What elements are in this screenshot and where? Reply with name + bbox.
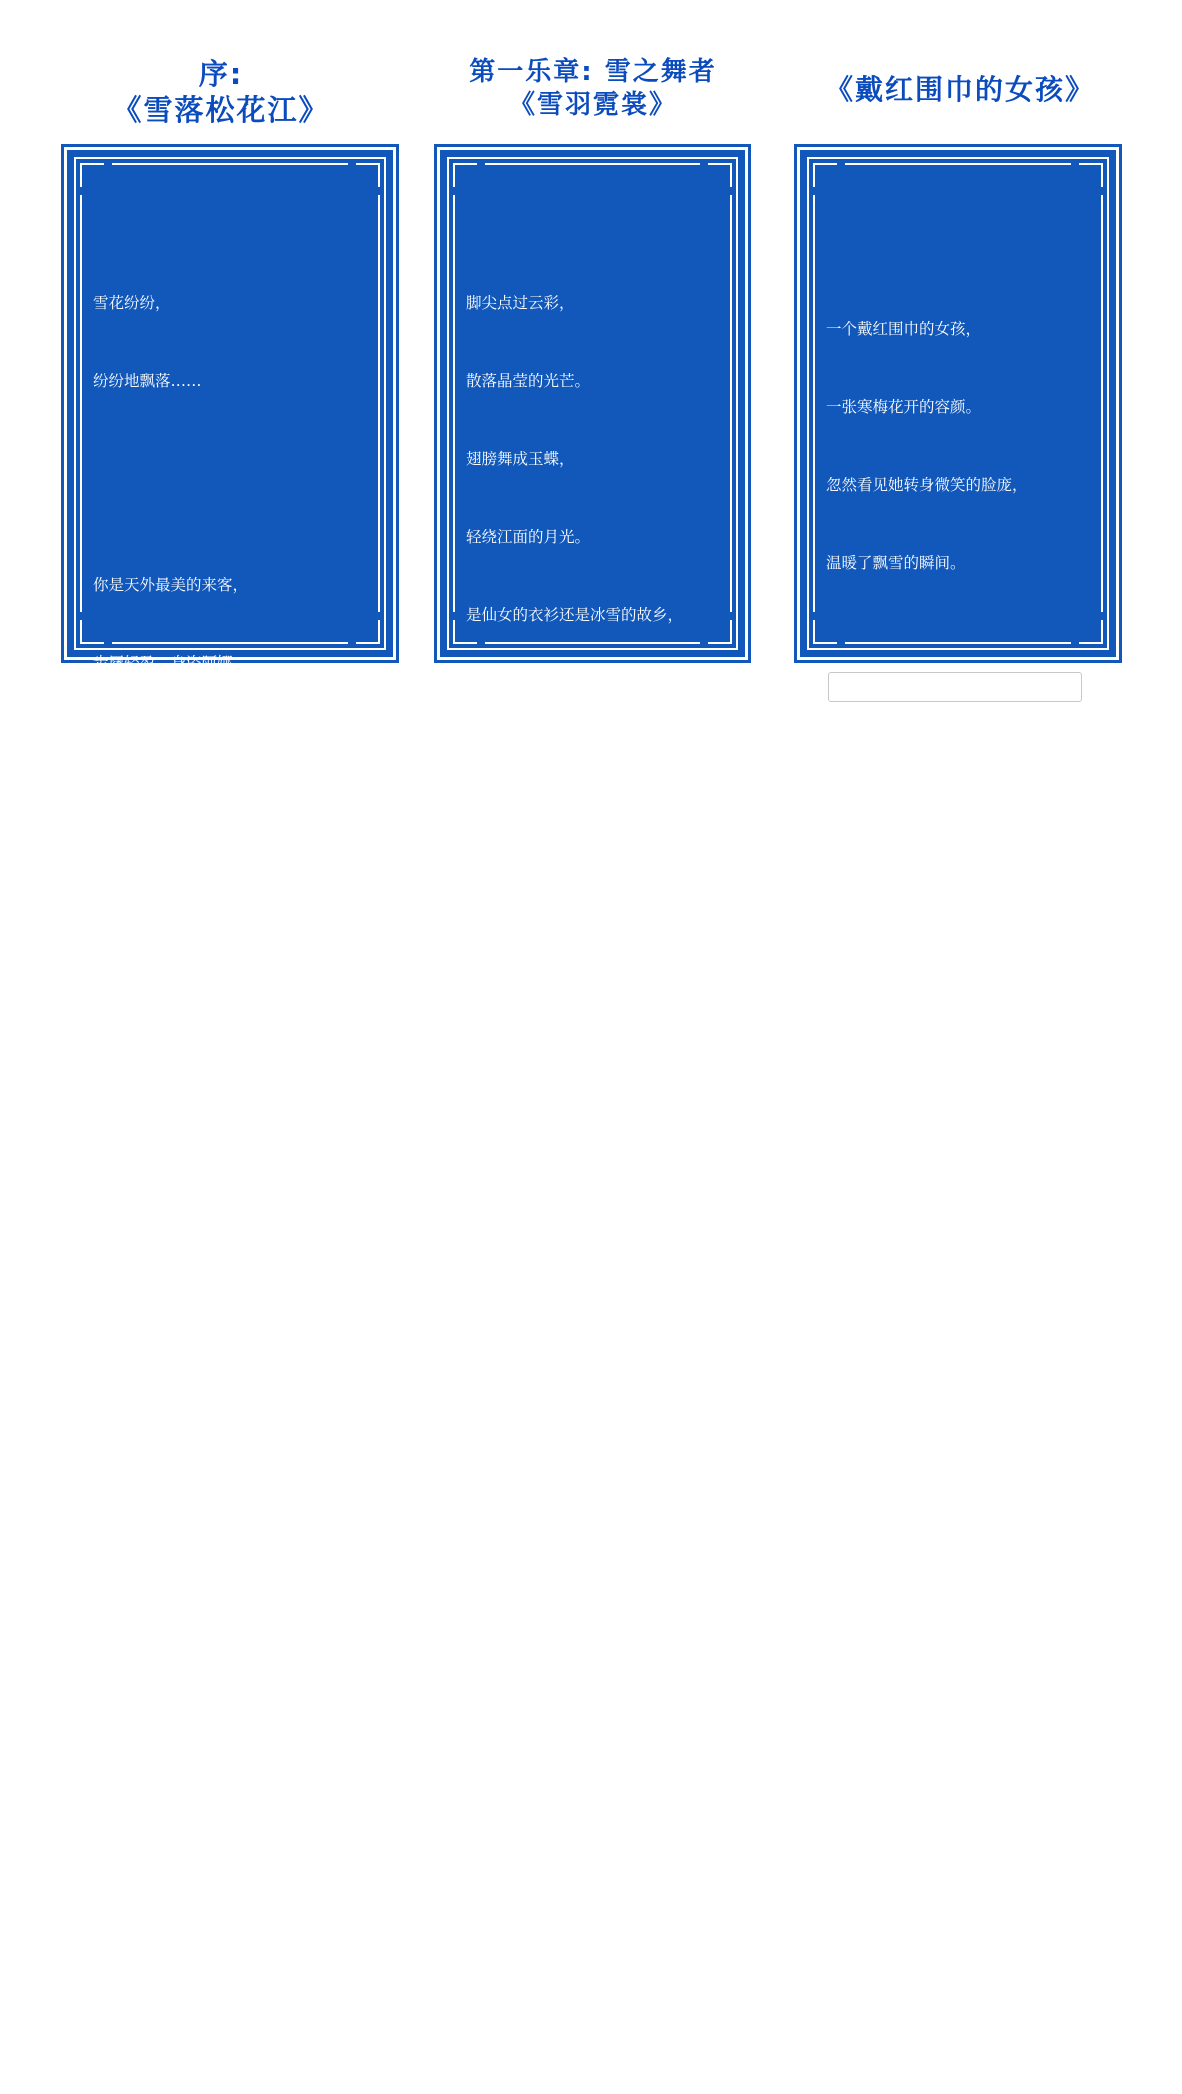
poem-line: 一身冰霜， — [466, 1638, 544, 1656]
poem-stanza — [93, 520, 371, 884]
poem-body-3 — [826, 212, 1094, 1556]
corner-ornament-icon — [708, 163, 732, 187]
poem-line: 女孩她抬起美丽的眼睛。 — [826, 992, 997, 1010]
poem-title-2 — [428, 56, 758, 121]
corner-ornament-icon — [356, 163, 380, 187]
poem-stanza — [93, 238, 371, 446]
corner-ornament-icon — [80, 163, 104, 187]
border-edge — [112, 163, 348, 165]
corner-ornament-icon — [813, 163, 837, 187]
poem-stanza — [826, 702, 1094, 1066]
poem-line: 雪松换上新妆， — [466, 888, 575, 906]
poem-line: 翅膀舞成玉蝶， — [466, 450, 575, 468]
poem-stanza — [466, 832, 723, 1352]
poem-line: 可是雪羽霓裳？ — [466, 1716, 575, 1734]
border-edge — [378, 195, 380, 612]
poem-line: 你是天鹅飘落的绒花， — [93, 1014, 249, 1032]
bottom-partial-box — [828, 672, 1082, 702]
poem-title-3-line1: 《戴红围巾的女孩》 — [824, 73, 1095, 106]
poem-line: 你是天外最美的来客， — [93, 576, 249, 594]
poem-stanza — [826, 264, 1094, 628]
poem-stanza — [466, 238, 723, 758]
poem-title-1-line1: 序: — [198, 57, 244, 91]
poem-card-3 — [797, 147, 1119, 1448]
corner-ornament-icon — [1079, 163, 1103, 187]
poem-line: 你是神女送来的请帖， — [93, 1170, 249, 1188]
border-edge — [485, 163, 700, 165]
border-edge — [730, 195, 732, 612]
poem-line: 索菲亚教堂的钟声， — [826, 758, 966, 776]
poem-stanza — [93, 1396, 371, 1760]
poem-line: 纷纷地飘落…… — [93, 372, 202, 390]
poem-line: 一群白鸽飞过紫色的穹顶， — [826, 914, 1013, 932]
poem-title-1 — [46, 56, 396, 129]
poem-line: 你为北方的天空铺展一片苍茫。 — [466, 1278, 684, 1296]
poem-line: 步屦轻盈，身姿阿娜。 — [93, 654, 249, 672]
poem-line: 你书写着松花江的情思绵长。 — [466, 684, 668, 702]
poem-line: 一枚盛开在雪国的庄严。 — [826, 1274, 997, 1292]
poem-stanza — [466, 1426, 723, 1790]
border-edge — [845, 163, 1071, 165]
poem-line: 雪花纷纷， — [93, 294, 171, 312]
poem-line: 一片洁白的汪洋。 — [466, 1122, 591, 1140]
poem-title-2-line1: 第一乐章: 雪之舞者 — [469, 57, 717, 87]
corner-ornament-icon — [453, 163, 477, 187]
poem-title-2-line2: 《雪羽霓裳》 — [508, 89, 677, 120]
poem-line: 是冬天的密语还是洁白的高尚， — [466, 1200, 684, 1218]
poem-line: 问故乡， — [466, 1482, 529, 1500]
poem-line: 你是梦中如约的重逢， — [93, 732, 249, 750]
poem-line: 一抹跳动在白雪中的火焰。 — [826, 1430, 1013, 1448]
poem-title-3 — [790, 72, 1130, 107]
poem-line: 红了脸颊，美了眼婕。 — [93, 1248, 249, 1266]
poem-column-3 — [790, 0, 1130, 1448]
poem-line: 增添妩媚的诗行。 — [466, 966, 591, 984]
poem-line: 如此多情，如此急切。 — [93, 810, 249, 828]
poem-line: 白了楼宇，漫了山野。 — [93, 1092, 249, 1110]
border-edge — [813, 195, 815, 612]
poem-line: 轻绕江面的月光。 — [466, 528, 591, 546]
poem-line: 一个戴红围巾的女孩， — [826, 320, 982, 338]
poem-line: 雪落松花江，多少憧憬， — [93, 1452, 264, 1470]
poem-body-1 — [93, 186, 371, 2094]
poem-column-2 — [428, 0, 758, 1734]
poem-line: 雪花纷纷， — [93, 1890, 171, 1908]
poem-stanza — [826, 1140, 1094, 1504]
poem-body-2 — [466, 186, 723, 1842]
border-edge — [453, 195, 455, 612]
poem-line: 温暖了飘雪的瞬间。 — [826, 554, 966, 572]
poem-line: 谁为你披上婚纱？ — [466, 1560, 591, 1578]
border-edge — [80, 195, 82, 612]
poem-line: 纷纷地飘落……。 — [93, 1968, 218, 1986]
poem-card-2 — [437, 147, 748, 1734]
poem-line: 一个戴红围巾的女孩， — [826, 1352, 982, 1370]
poem-stanza — [93, 1834, 371, 2042]
poem-line: 一张寒梅花开的容颜。 — [826, 398, 982, 416]
poem-line: 散落晶莹的光芒。 — [466, 372, 591, 390]
poem-line: 让你我一起走进它神奇的传说。 — [93, 1686, 311, 1704]
poem-line: 一个戴红围巾的女孩， — [826, 1196, 982, 1214]
poem-line: 脚尖点过云彩， — [466, 294, 575, 312]
border-edge — [1101, 195, 1103, 612]
poem-line: 雪落松花江，多少畅想， — [93, 1608, 264, 1626]
poem-title-1-line2: 《雪落松花江》 — [112, 93, 330, 128]
poem-line: 大地盛开冰花， — [466, 1044, 575, 1062]
poem-column-1 — [46, 0, 396, 1986]
poem-line: 忽然看见她转身微笑的脸庞， — [826, 476, 1028, 494]
poem-line: 请跟我走进这美妙的世界。 — [93, 1530, 280, 1548]
poem-card-1 — [64, 147, 396, 1986]
poem-line: 悠长了飘雪的深冬。 — [826, 836, 966, 854]
poem-stanza — [93, 958, 371, 1322]
poem-line: 是仙女的衣衫还是冰雪的故乡， — [466, 606, 684, 624]
